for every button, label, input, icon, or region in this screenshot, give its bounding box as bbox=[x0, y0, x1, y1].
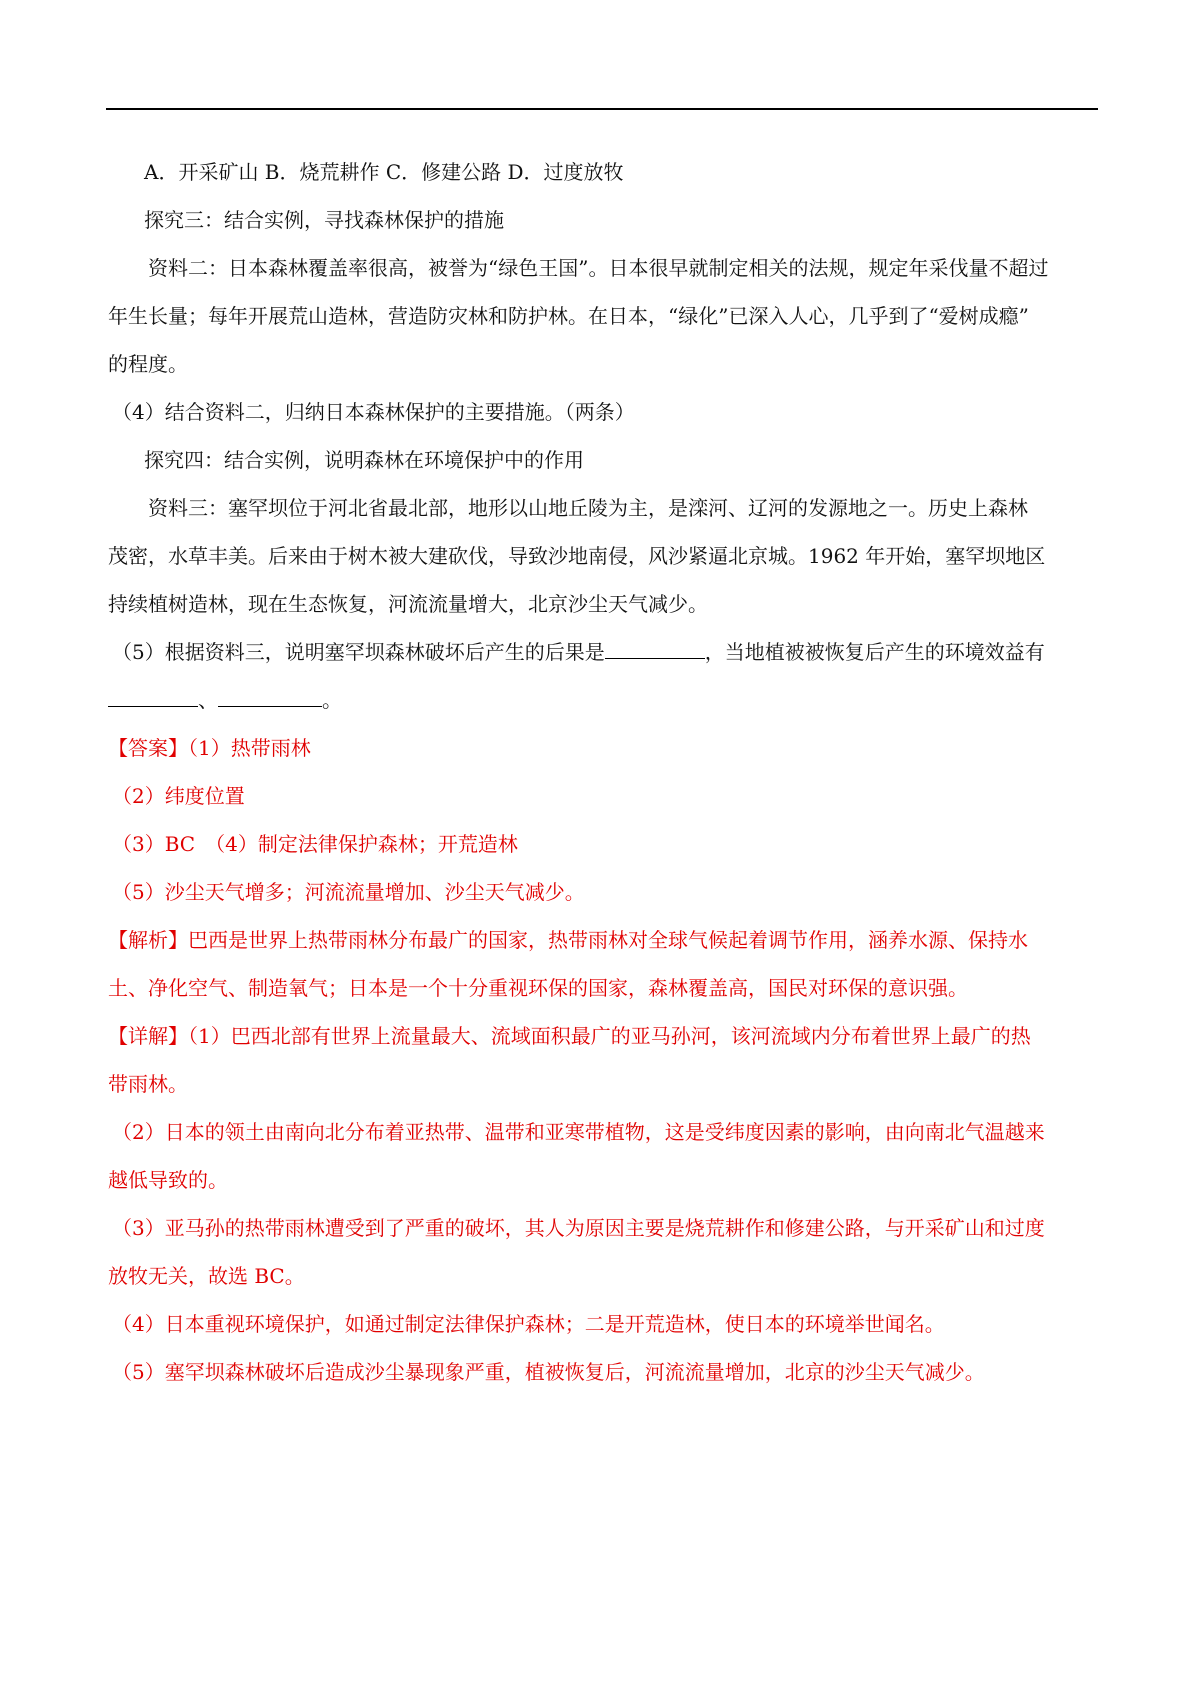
options-line: A．开采矿山 B．烧荒耕作 C．修建公路 D．过度放牧 bbox=[144, 160, 624, 184]
analysis-label: 【解析】 bbox=[108, 928, 188, 952]
detail-line-1 bbox=[108, 1012, 1098, 1060]
answer-1: （1）热带雨林 bbox=[188, 736, 311, 760]
material-2-line-2: 年生长量；每年开展荒山造林，营造防灾林和防护林。在日本，“绿化”已深入人心，几乎到了“爱树成瘾” bbox=[108, 304, 1029, 328]
detail-2-line-1: （2）日本的领土由南向北分布着亚热带、温带和亚寒带植物，这是受纬度因素的影响，由向南北气温越来 bbox=[112, 1120, 1045, 1144]
material-2-line-1: 资料二：日本森林覆盖率很高，被誉为“绿色王国”。日本很早就制定相关的法规，规定年采伐量不超过 bbox=[148, 256, 1049, 280]
detail-1-line-2: 带雨林。 bbox=[108, 1072, 188, 1096]
answer-blank-2[interactable] bbox=[108, 684, 198, 707]
question-5-continued bbox=[108, 676, 1098, 724]
blank-separator: 、 bbox=[198, 688, 218, 712]
answer-label: 【答案】 bbox=[108, 736, 188, 760]
answer-blank-1[interactable] bbox=[605, 636, 705, 659]
answer-2: （2）纬度位置 bbox=[112, 784, 245, 808]
material-3-line-2: 茂密，水草丰美。后来由于树木被大建砍伐，导致沙地南侵，风沙紧逼北京城。1962 年开始，塞罕坝地区 bbox=[108, 544, 1046, 568]
material-2-line-3: 的程度。 bbox=[108, 352, 188, 376]
explore-3-heading: 探究三：结合实例，寻找森林保护的措施 bbox=[144, 208, 504, 232]
analysis-text-1: 巴西是世界上热带雨林分布最广的国家，热带雨林对全球气候起着调节作用，涵养水源、保持水 bbox=[188, 928, 1028, 952]
detail-4: （4）日本重视环境保护，如通过制定法律保护森林；二是开荒造林，使日本的环境举世闻名。 bbox=[112, 1312, 945, 1336]
detail-1-text-1: （1）巴西北部有世界上流量最大、流域面积最广的亚马孙河，该河流域内分布着世界上最广的热 bbox=[188, 1024, 1031, 1048]
answer-blank-3[interactable] bbox=[218, 684, 322, 707]
analysis-line-1 bbox=[108, 916, 1098, 964]
answer-line-1 bbox=[108, 724, 1098, 772]
answer-5: （5）沙尘天气增多；河流流量增加、沙尘天气减少。 bbox=[112, 880, 585, 904]
detail-5: （5）塞罕坝森林破坏后造成沙尘暴现象严重，植被恢复后，河流流量增加，北京的沙尘天气减少。 bbox=[112, 1360, 985, 1384]
detail-2-line-2: 越低导致的。 bbox=[108, 1168, 228, 1192]
question-5-part-2: ，当地植被被恢复后产生的环境效益有 bbox=[704, 640, 1045, 664]
question-5-end: 。 bbox=[322, 688, 342, 712]
explore-4-heading: 探究四：结合实例，说明森林在环境保护中的作用 bbox=[144, 448, 584, 472]
document-body bbox=[108, 148, 1098, 1396]
material-3-line-3: 持续植树造林，现在生态恢复，河流流量增大，北京沙尘天气减少。 bbox=[108, 592, 708, 616]
header-rule bbox=[106, 108, 1098, 110]
answer-3-4: （3）BC （4）制定法律保护森林；开荒造林 bbox=[112, 832, 518, 856]
detail-3-line-2: 放牧无关，故选 BC。 bbox=[108, 1264, 305, 1288]
question-4: （4）结合资料二，归纳日本森林保护的主要措施。（两条） bbox=[112, 400, 635, 424]
question-5-part-1: （5）根据资料三，说明塞罕坝森林破坏后产生的后果是 bbox=[112, 640, 605, 664]
material-3-line-1: 资料三：塞罕坝位于河北省最北部，地形以山地丘陵为主，是滦河、辽河的发源地之一。历史上森林 bbox=[148, 496, 1028, 520]
detail-label: 【详解】 bbox=[108, 1024, 188, 1048]
question-5 bbox=[108, 628, 1098, 676]
detail-3-line-1: （3）亚马孙的热带雨林遭受到了严重的破坏，其人为原因主要是烧荒耕作和修建公路，与开采矿山和过度 bbox=[112, 1216, 1045, 1240]
analysis-line-2: 土、净化空气、制造氧气；日本是一个十分重视环保的国家，森林覆盖高，国民对环保的意识强。 bbox=[108, 976, 968, 1000]
